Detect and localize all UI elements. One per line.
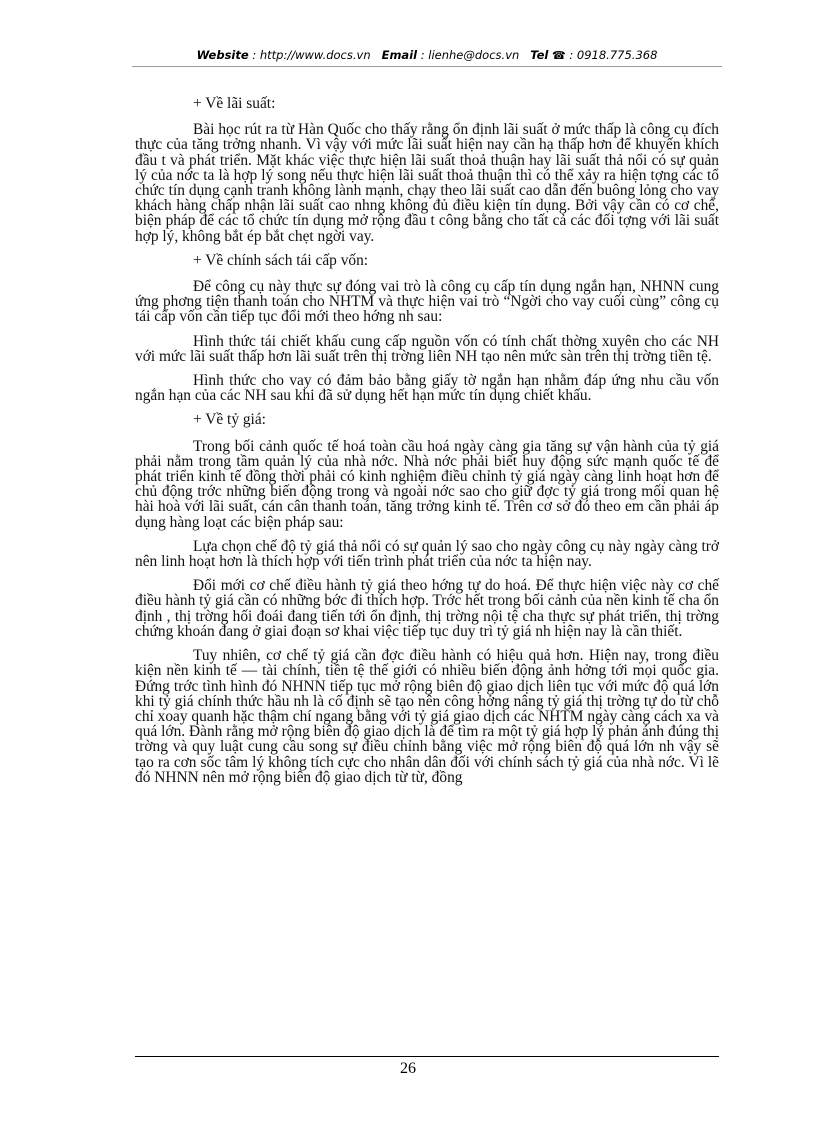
- paragraph: Tuy nhiên, cơ chế tỷ giá cần đợc điều hành có hiệu quả hơn. Hiện nay, trong điều kiện nền kinh tế — tài chính, tiền tệ thế giới có nhiều biến động ảnh hởng tới mọi quốc gia. Đứng trớc tình hình đó NHNN tiếp tục mở rộng biên độ giao dịch liên tục với mức độ quá lớn khi tỷ giá chính thức hầu nh là cố định sẽ tạo nên công hởng nâng tỷ giá thị trờng tự do từ chỗ chỉ xoay quanh hặc thậm chí ngang bằng với tỷ giá giao dịch các NHTM ngày càng cách xa và quá lớn. Đành rằng mở rộng biên độ giao dịch là để tìm ra một tỷ giá hợp lý phản ánh đúng thị trờng và quy luật cung cầu song sự điều chỉnh bằng việc mở rộng biên độ quá lớn nh vậy sẽ tạo ra cơn sốc tâm lý không tích cực cho nhân dân đối với chính sách tỷ giá của nhà nớc. Vì lẽ đó NHNN nên mở rộng biên độ giao dịch từ từ, đồng: [135, 647, 719, 786]
- footer-divider: [135, 1056, 719, 1057]
- paragraph: Hình thức cho vay có đảm bảo bằng giấy tờ ngắn hạn nhằm đáp ứng nhu cầu vốn ngắn hạn của các NH sau khi đã sử dụng hết hạn mức tín dụng chiết khấu.: [135, 372, 719, 405]
- page-number: 26: [400, 1060, 416, 1077]
- page-header: [132, 48, 722, 62]
- website-label: Website: [196, 48, 249, 62]
- paragraph: Để công cụ này thực sự đóng vai trò là công cụ cấp tín dụng ngắn hạn, NHNN cung ứng phơng tiện thanh toán cho NHTM và thực hiện vai trò “Ngời cho vay cuối cùng” công cụ tái cấp vốn cần tiếp tục đổi mới theo hớng nh sau:: [135, 278, 719, 326]
- email-label: Email: [381, 48, 418, 62]
- tel-value: : 0918.775.368: [569, 48, 658, 62]
- paragraph: Lựa chọn chế độ tỷ giá thả nổi có sự quản lý sao cho ngày công cụ này ngày càng trở nên linh hoạt hơn là thích hợp với tiến trình phát triển của nớc ta hiện nay.: [135, 537, 719, 571]
- section-heading-interest-rate: + Về lãi suất:: [193, 95, 276, 112]
- paragraph: Bài học rút ra từ Hàn Quốc cho thấy rằng ổn định lãi suất ở mức thấp là công cụ đích thực của tăng trởng nhanh. Vì vậy với mức lãi suất hiện nay cần hạ thấp hơn để khuyến khích đầu t và phát triển. Mặt khác việc thực hiện lãi suất thoả thuận hay lãi suất thả nổi có sự quản lý của nớc ta là hợp lý song nếu thực hiện lãi suất thoả thuận thì có thể xảy ra hiện tợng các tổ chức tín dụng cạnh tranh không lành mạnh, chạy theo lãi suất cao dẫn đến buông lỏng cho vay khách hàng chấp nhận lãi suất cao nhng không đủ điều kiện tín dụng. Bởi vậy cần có cơ chế, biện pháp để các tổ chức tín dụng mở rộng đầu t công bằng cho tất cả các đối tợng với lãi suất hợp lý, không bắt ép bắt chẹt ngời vay.: [135, 121, 719, 245]
- section-heading-refinancing: + Về chính sách tái cấp vốn:: [193, 251, 369, 269]
- website-value: : http://www.docs.vn: [252, 48, 371, 62]
- body-text: [135, 96, 719, 794]
- section-heading-exchange-rate: + Về tỷ giá:: [193, 411, 266, 429]
- paragraph: Hình thức tái chiết khấu cung cấp nguồn vốn có tính chất thờng xuyên cho các NH với mức lãi suất thấp hơn lãi suất trên thị trờng liên NH tạo nên mức sàn trên thị trờng tiền tệ.: [135, 332, 719, 365]
- email-value: : lienhe@docs.vn: [420, 48, 520, 62]
- tel-label: Tel: [530, 48, 549, 62]
- paragraph: Đổi mới cơ chế điều hành tỷ giá theo hớng tự do hoá. Để thực hiện việc này cơ chế điều hành tỷ giá cần có những bớc đi thích hợp. Trớc hết trong bối cảnh của nền kinh tế cha ổn định , thị trờng hối đoái đang tiến tới ổn định, thị trờng nội tệ cha thực sự phát triển, thị trờng chứng khoán đang ở giai đoạn sơ khai việc tiếp tục duy trì tỷ giá nh hiện nay là cần thiết.: [135, 577, 719, 640]
- paragraph: Trong bối cảnh quốc tế hoá toàn cầu hoá ngày càng gia tăng sự vận hành của tỷ giá phải nằm trong tầm quản lý của nhà nớc. Nhà nớc phải biết huy động sức mạnh quốc tế để phát triển kinh tế đồng thời phải có kinh nghiệm điều chỉnh tỷ giá ngày càng linh hoạt hơn để chủ động trớc những biến động trong và ngoài nớc sao cho giữ đợc tỷ giá trong mối quan hệ hài hoà với lãi suất, cán cân thanh toán, tăng trởng kinh tế. Trên cơ sở đó theo em cần phải áp dụng hàng loạt các biện pháp sau:: [135, 437, 719, 531]
- header-divider: [132, 66, 722, 67]
- phone-icon: ☎: [552, 49, 566, 62]
